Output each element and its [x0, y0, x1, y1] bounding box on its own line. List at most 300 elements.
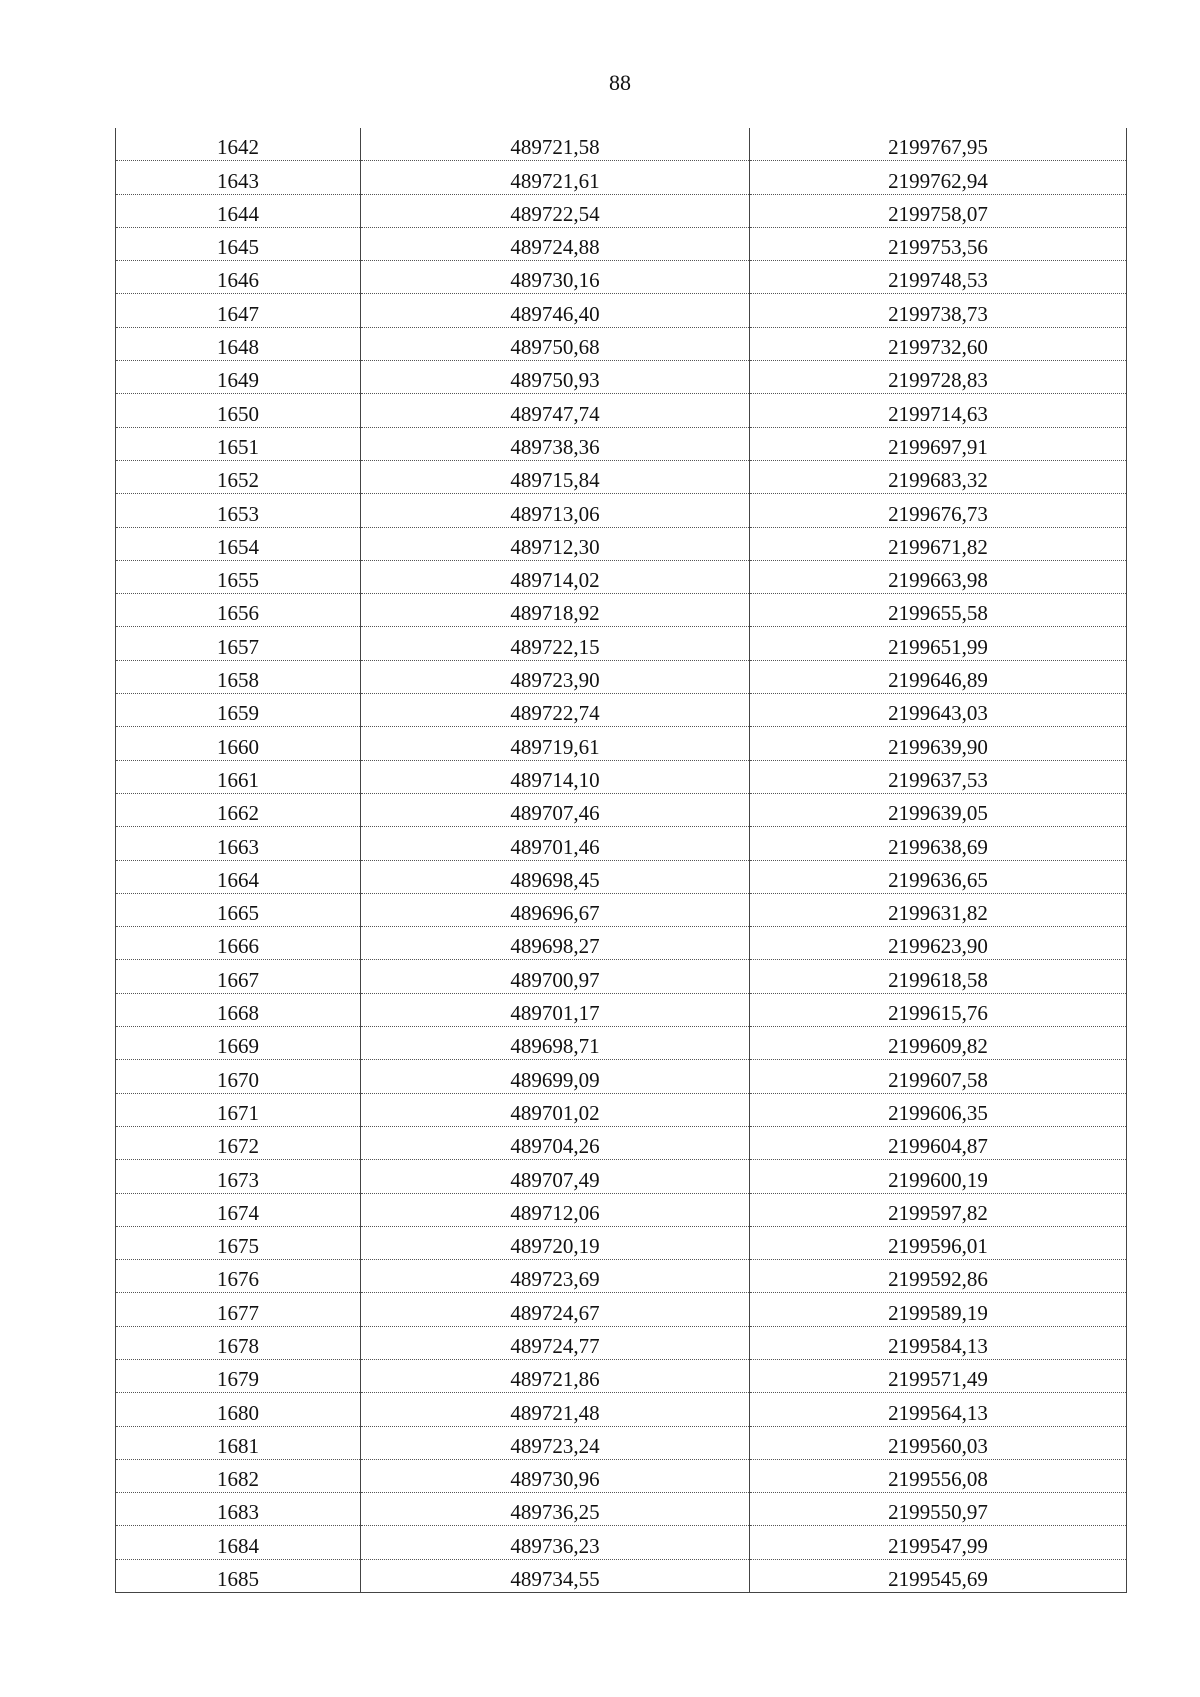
x-coordinate-cell	[361, 527, 750, 560]
cell-text: 489734,55	[510, 1567, 600, 1592]
y-coordinate-cell	[750, 893, 1127, 926]
point-number-cell	[116, 1326, 361, 1359]
table-row	[116, 460, 1127, 493]
cell-text: 489704,26	[510, 1134, 600, 1159]
cell-text: 489723,69	[510, 1267, 600, 1292]
cell-text: 489724,77	[510, 1333, 600, 1358]
y-coordinate-cell	[750, 793, 1127, 826]
cell-text: 1684	[217, 1533, 259, 1558]
coordinates-table	[115, 128, 1127, 1593]
table-row	[116, 660, 1127, 693]
cell-text: 1658	[217, 668, 259, 693]
point-number-cell	[116, 527, 361, 560]
table-row	[116, 1027, 1127, 1060]
cell-text: 2199584,13	[888, 1333, 988, 1358]
cell-text: 1657	[217, 634, 259, 659]
point-number-cell	[116, 1093, 361, 1126]
table-row	[116, 993, 1127, 1026]
point-number-cell	[116, 1193, 361, 1226]
point-number-cell	[116, 893, 361, 926]
table-row	[116, 394, 1127, 427]
y-coordinate-cell	[750, 1260, 1127, 1293]
cell-text: 489721,86	[510, 1367, 600, 1392]
table-row	[116, 327, 1127, 360]
cell-text: 489712,30	[510, 534, 600, 559]
x-coordinate-cell	[361, 1559, 750, 1592]
point-number-cell	[116, 261, 361, 294]
cell-text: 1654	[217, 534, 259, 559]
cell-text: 1645	[217, 235, 259, 260]
point-number-cell	[116, 1126, 361, 1159]
x-coordinate-cell	[361, 161, 750, 194]
point-number-cell	[116, 194, 361, 227]
point-number-cell	[116, 827, 361, 860]
cell-text: 489701,17	[510, 1001, 600, 1026]
cell-text: 2199651,99	[888, 634, 988, 659]
cell-text: 1664	[217, 867, 259, 892]
x-coordinate-cell	[361, 394, 750, 427]
cell-text: 1671	[217, 1100, 259, 1125]
table-row	[116, 594, 1127, 627]
y-coordinate-cell	[750, 427, 1127, 460]
cell-text: 1648	[217, 335, 259, 360]
cell-text: 1680	[217, 1400, 259, 1425]
cell-text: 2199676,73	[888, 501, 988, 526]
point-number-cell	[116, 1426, 361, 1459]
cell-text: 2199604,87	[888, 1134, 988, 1159]
table-row	[116, 161, 1127, 194]
cell-text: 489700,97	[510, 967, 600, 992]
cell-text: 2199758,07	[888, 201, 988, 226]
x-coordinate-cell	[361, 261, 750, 294]
cell-text: 489746,40	[510, 301, 600, 326]
y-coordinate-cell	[750, 594, 1127, 627]
y-coordinate-cell	[750, 1193, 1127, 1226]
x-coordinate-cell	[361, 594, 750, 627]
table-row	[116, 128, 1127, 161]
cell-text: 489701,02	[510, 1100, 600, 1125]
y-coordinate-cell	[750, 1326, 1127, 1359]
point-number-cell	[116, 1493, 361, 1526]
table-row	[116, 727, 1127, 760]
y-coordinate-cell	[750, 1160, 1127, 1193]
y-coordinate-cell	[750, 1293, 1127, 1326]
x-coordinate-cell	[361, 1126, 750, 1159]
point-number-cell	[116, 460, 361, 493]
cell-text: 1663	[217, 834, 259, 859]
table-row	[116, 760, 1127, 793]
table-row	[116, 1359, 1127, 1392]
point-number-cell	[116, 660, 361, 693]
cell-text: 2199683,32	[888, 468, 988, 493]
x-coordinate-cell	[361, 627, 750, 660]
cell-text: 1651	[217, 434, 259, 459]
x-coordinate-cell	[361, 327, 750, 360]
y-coordinate-cell	[750, 694, 1127, 727]
table-row	[116, 927, 1127, 960]
point-number-cell	[116, 1559, 361, 1592]
table-row	[116, 893, 1127, 926]
cell-text: 1652	[217, 468, 259, 493]
point-number-cell	[116, 1459, 361, 1492]
cell-text: 489715,84	[510, 468, 600, 493]
x-coordinate-cell	[361, 827, 750, 860]
cell-text: 489699,09	[510, 1067, 600, 1092]
cell-text: 489721,61	[510, 168, 600, 193]
cell-text: 1685	[217, 1567, 259, 1592]
cell-text: 489701,46	[510, 834, 600, 859]
x-coordinate-cell	[361, 927, 750, 960]
cell-text: 489750,68	[510, 335, 600, 360]
y-coordinate-cell	[750, 1459, 1127, 1492]
cell-text: 1661	[217, 767, 259, 792]
x-coordinate-cell	[361, 294, 750, 327]
y-coordinate-cell	[750, 227, 1127, 260]
table-row	[116, 627, 1127, 660]
y-coordinate-cell	[750, 960, 1127, 993]
cell-text: 2199606,35	[888, 1100, 988, 1125]
cell-text: 1673	[217, 1167, 259, 1192]
y-coordinate-cell	[750, 1126, 1127, 1159]
y-coordinate-cell	[750, 128, 1127, 161]
cell-text: 489722,54	[510, 201, 600, 226]
point-number-cell	[116, 927, 361, 960]
cell-text: 489714,02	[510, 568, 600, 593]
cell-text: 489723,24	[510, 1433, 600, 1458]
x-coordinate-cell	[361, 1426, 750, 1459]
cell-text: 1679	[217, 1367, 259, 1392]
cell-text: 2199592,86	[888, 1267, 988, 1292]
cell-text: 489722,15	[510, 634, 600, 659]
table-row	[116, 194, 1127, 227]
cell-text: 489730,96	[510, 1467, 600, 1492]
point-number-cell	[116, 1027, 361, 1060]
point-number-cell	[116, 960, 361, 993]
x-coordinate-cell	[361, 1060, 750, 1093]
cell-text: 2199600,19	[888, 1167, 988, 1192]
y-coordinate-cell	[750, 1493, 1127, 1526]
x-coordinate-cell	[361, 361, 750, 394]
cell-text: 1644	[217, 201, 259, 226]
x-coordinate-cell	[361, 494, 750, 527]
cell-text: 1672	[217, 1134, 259, 1159]
cell-text: 489723,90	[510, 668, 600, 693]
cell-text: 489719,61	[510, 734, 600, 759]
cell-text: 2199753,56	[888, 235, 988, 260]
cell-text: 1643	[217, 168, 259, 193]
cell-text: 2199615,76	[888, 1001, 988, 1026]
x-coordinate-cell	[361, 427, 750, 460]
x-coordinate-cell	[361, 460, 750, 493]
point-number-cell	[116, 361, 361, 394]
cell-text: 2199547,99	[888, 1533, 988, 1558]
cell-text: 1677	[217, 1300, 259, 1325]
table-row	[116, 427, 1127, 460]
x-coordinate-cell	[361, 960, 750, 993]
y-coordinate-cell	[750, 527, 1127, 560]
y-coordinate-cell	[750, 1559, 1127, 1592]
y-coordinate-cell	[750, 993, 1127, 1026]
cell-text: 489730,16	[510, 268, 600, 293]
x-coordinate-cell	[361, 1226, 750, 1259]
cell-text: 2199623,90	[888, 934, 988, 959]
table-row	[116, 1493, 1127, 1526]
cell-text: 1683	[217, 1500, 259, 1525]
point-number-cell	[116, 128, 361, 161]
point-number-cell	[116, 1393, 361, 1426]
cell-text: 2199637,53	[888, 767, 988, 792]
x-coordinate-cell	[361, 227, 750, 260]
cell-text: 2199564,13	[888, 1400, 988, 1425]
y-coordinate-cell	[750, 827, 1127, 860]
table-row	[116, 261, 1127, 294]
x-coordinate-cell	[361, 727, 750, 760]
point-number-cell	[116, 227, 361, 260]
x-coordinate-cell	[361, 560, 750, 593]
x-coordinate-cell	[361, 1326, 750, 1359]
cell-text: 489718,92	[510, 601, 600, 626]
cell-text: 2199748,53	[888, 268, 988, 293]
cell-text: 1646	[217, 268, 259, 293]
cell-text: 1669	[217, 1034, 259, 1059]
table-row	[116, 1393, 1127, 1426]
table-row	[116, 560, 1127, 593]
cell-text: 1682	[217, 1467, 259, 1492]
cell-text: 489721,58	[510, 135, 600, 160]
y-coordinate-cell	[750, 1359, 1127, 1392]
point-number-cell	[116, 694, 361, 727]
cell-text: 489698,71	[510, 1034, 600, 1059]
cell-text: 489720,19	[510, 1234, 600, 1259]
point-number-cell	[116, 1060, 361, 1093]
cell-text: 2199728,83	[888, 368, 988, 393]
y-coordinate-cell	[750, 327, 1127, 360]
cell-text: 1666	[217, 934, 259, 959]
x-coordinate-cell	[361, 1359, 750, 1392]
table-row	[116, 1260, 1127, 1293]
page-number: 88	[609, 70, 631, 95]
table-row	[116, 1126, 1127, 1159]
table-row	[116, 1526, 1127, 1559]
x-coordinate-cell	[361, 793, 750, 826]
x-coordinate-cell	[361, 194, 750, 227]
x-coordinate-cell	[361, 860, 750, 893]
y-coordinate-cell	[750, 860, 1127, 893]
cell-text: 2199643,03	[888, 701, 988, 726]
table-row	[116, 1160, 1127, 1193]
x-coordinate-cell	[361, 694, 750, 727]
y-coordinate-cell	[750, 660, 1127, 693]
table-row	[116, 1559, 1127, 1592]
point-number-cell	[116, 394, 361, 427]
cell-text: 1674	[217, 1200, 259, 1225]
x-coordinate-cell	[361, 1493, 750, 1526]
x-coordinate-cell	[361, 993, 750, 1026]
cell-text: 2199639,05	[888, 801, 988, 826]
point-number-cell	[116, 860, 361, 893]
table-row	[116, 227, 1127, 260]
point-number-cell	[116, 1260, 361, 1293]
cell-text: 489747,74	[510, 401, 600, 426]
y-coordinate-cell	[750, 161, 1127, 194]
cell-text: 2199596,01	[888, 1234, 988, 1259]
cell-text: 2199550,97	[888, 1500, 988, 1525]
x-coordinate-cell	[361, 1160, 750, 1193]
x-coordinate-cell	[361, 660, 750, 693]
coordinates-table-body	[116, 128, 1127, 1593]
y-coordinate-cell	[750, 1027, 1127, 1060]
x-coordinate-cell	[361, 1093, 750, 1126]
point-number-cell	[116, 793, 361, 826]
point-number-cell	[116, 1226, 361, 1259]
cell-text: 2199631,82	[888, 901, 988, 926]
cell-text: 1681	[217, 1433, 259, 1458]
cell-text: 2199560,03	[888, 1433, 988, 1458]
cell-text: 489707,49	[510, 1167, 600, 1192]
cell-text: 2199738,73	[888, 301, 988, 326]
table-row	[116, 960, 1127, 993]
point-number-cell	[116, 327, 361, 360]
y-coordinate-cell	[750, 361, 1127, 394]
cell-text: 489707,46	[510, 801, 600, 826]
table-row	[116, 1193, 1127, 1226]
cell-text: 2199671,82	[888, 534, 988, 559]
y-coordinate-cell	[750, 1526, 1127, 1559]
table-row	[116, 827, 1127, 860]
cell-text: 2199697,91	[888, 434, 988, 459]
cell-text: 489713,06	[510, 501, 600, 526]
table-row	[116, 1293, 1127, 1326]
point-number-cell	[116, 560, 361, 593]
y-coordinate-cell	[750, 560, 1127, 593]
point-number-cell	[116, 1359, 361, 1392]
cell-text: 2199646,89	[888, 668, 988, 693]
cell-text: 1670	[217, 1067, 259, 1092]
cell-text: 489736,25	[510, 1500, 600, 1525]
cell-text: 2199714,63	[888, 401, 988, 426]
cell-text: 1675	[217, 1234, 259, 1259]
point-number-cell	[116, 627, 361, 660]
cell-text: 1678	[217, 1333, 259, 1358]
cell-text: 489738,36	[510, 434, 600, 459]
cell-text: 2199655,58	[888, 601, 988, 626]
table-row	[116, 494, 1127, 527]
x-coordinate-cell	[361, 893, 750, 926]
x-coordinate-cell	[361, 1459, 750, 1492]
y-coordinate-cell	[750, 760, 1127, 793]
y-coordinate-cell	[750, 1393, 1127, 1426]
y-coordinate-cell	[750, 627, 1127, 660]
table-row	[116, 527, 1127, 560]
point-number-cell	[116, 727, 361, 760]
y-coordinate-cell	[750, 1093, 1127, 1126]
table-row	[116, 1459, 1127, 1492]
cell-text: 489721,48	[510, 1400, 600, 1425]
y-coordinate-cell	[750, 1060, 1127, 1093]
cell-text: 1642	[217, 135, 259, 160]
table-row	[116, 1060, 1127, 1093]
cell-text: 2199571,49	[888, 1367, 988, 1392]
point-number-cell	[116, 294, 361, 327]
x-coordinate-cell	[361, 1027, 750, 1060]
point-number-cell	[116, 760, 361, 793]
point-number-cell	[116, 427, 361, 460]
cell-text: 1650	[217, 401, 259, 426]
cell-text: 489698,45	[510, 867, 600, 892]
cell-text: 1676	[217, 1267, 259, 1292]
table-row	[116, 1426, 1127, 1459]
cell-text: 1659	[217, 701, 259, 726]
table-row	[116, 694, 1127, 727]
cell-text: 489698,27	[510, 934, 600, 959]
y-coordinate-cell	[750, 394, 1127, 427]
point-number-cell	[116, 1293, 361, 1326]
x-coordinate-cell	[361, 1193, 750, 1226]
point-number-cell	[116, 1160, 361, 1193]
table-row	[116, 1226, 1127, 1259]
y-coordinate-cell	[750, 927, 1127, 960]
cell-text: 489696,67	[510, 901, 600, 926]
x-coordinate-cell	[361, 1526, 750, 1559]
cell-text: 2199556,08	[888, 1467, 988, 1492]
x-coordinate-cell	[361, 1393, 750, 1426]
cell-text: 489736,23	[510, 1533, 600, 1558]
cell-text: 1668	[217, 1001, 259, 1026]
x-coordinate-cell	[361, 1293, 750, 1326]
y-coordinate-cell	[750, 1226, 1127, 1259]
cell-text: 1649	[217, 368, 259, 393]
table-row	[116, 1326, 1127, 1359]
cell-text: 1653	[217, 501, 259, 526]
cell-text: 489712,06	[510, 1200, 600, 1225]
cell-text: 1665	[217, 901, 259, 926]
cell-text: 489724,67	[510, 1300, 600, 1325]
cell-text: 1655	[217, 568, 259, 593]
cell-text: 2199607,58	[888, 1067, 988, 1092]
point-number-cell	[116, 494, 361, 527]
cell-text: 2199663,98	[888, 568, 988, 593]
y-coordinate-cell	[750, 1426, 1127, 1459]
point-number-cell	[116, 1526, 361, 1559]
table-row	[116, 294, 1127, 327]
y-coordinate-cell	[750, 494, 1127, 527]
point-number-cell	[116, 161, 361, 194]
cell-text: 1660	[217, 734, 259, 759]
cell-text: 489750,93	[510, 368, 600, 393]
cell-text: 1647	[217, 301, 259, 326]
cell-text: 489714,10	[510, 767, 600, 792]
cell-text: 2199636,65	[888, 867, 988, 892]
table-row	[116, 860, 1127, 893]
cell-text: 2199762,94	[888, 168, 988, 193]
cell-text: 489722,74	[510, 701, 600, 726]
cell-text: 1662	[217, 801, 259, 826]
y-coordinate-cell	[750, 460, 1127, 493]
y-coordinate-cell	[750, 261, 1127, 294]
table-row	[116, 793, 1127, 826]
cell-text: 2199609,82	[888, 1034, 988, 1059]
cell-text: 489724,88	[510, 235, 600, 260]
x-coordinate-cell	[361, 1260, 750, 1293]
x-coordinate-cell	[361, 128, 750, 161]
cell-text: 1667	[217, 967, 259, 992]
cell-text: 2199767,95	[888, 135, 988, 160]
point-number-cell	[116, 594, 361, 627]
table-row	[116, 361, 1127, 394]
y-coordinate-cell	[750, 727, 1127, 760]
y-coordinate-cell	[750, 194, 1127, 227]
cell-text: 2199545,69	[888, 1567, 988, 1592]
